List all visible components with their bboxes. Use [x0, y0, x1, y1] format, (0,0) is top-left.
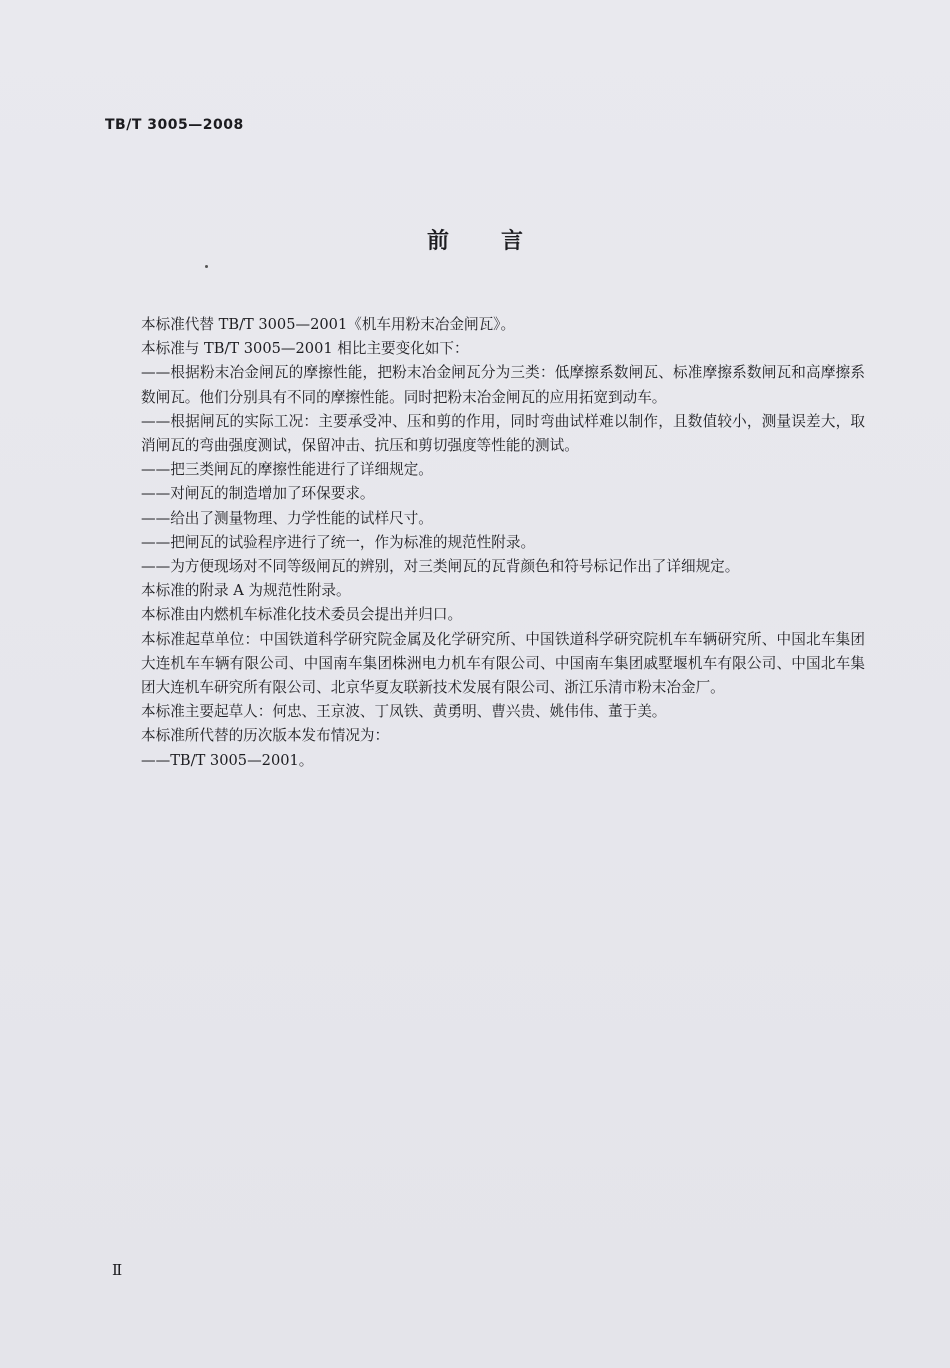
paragraph-drafters: 本标准主要起草人：何忠、王京波、丁凤铁、黄勇明、曹兴贵、姚伟伟、董于美。 — [141, 703, 667, 721]
change-item-6: ——把闸瓦的试验程序进行了统一，作为标准的规范性附录。 — [141, 533, 536, 551]
change-item-2: ——根据闸瓦的实际工况：主要承受冲、压和剪的作用，同时弯曲试样难以制作，且数值较小，测量误差大，取消闸瓦的弯曲强度测试，保留冲击、抗压和剪切强度等性能的测试。 — [141, 412, 865, 455]
foreword-body — [105, 313, 865, 773]
speck — [205, 265, 208, 268]
page-number: Ⅱ — [112, 1261, 123, 1279]
paragraph-drafting-units: 本标准起草单位：中国铁道科学研究院金属及化学研究所、中国铁道科学研究院机车车辆研究所、中国北车集团大连机车车辆有限公司、中国南车集团株洲电力机车有限公司、中国南车集团戚墅堰机车有限公司、中国北车集团大连机车研究所有限公司、北京华夏友联新技术发展有限公司、浙江乐清市粉末冶金厂。 — [141, 630, 865, 697]
standard-number: TB/T 3005—2008 — [105, 117, 244, 133]
change-item-7: ——为方便现场对不同等级闸瓦的辨别，对三类闸瓦的瓦背颜色和符号标记作出了详细规定。 — [141, 558, 740, 576]
history-item: ——TB/T 3005—2001。 — [141, 751, 314, 769]
paragraph-proposer: 本标准由内燃机车标准化技术委员会提出并归口。 — [141, 606, 463, 624]
title-char-1: 前 — [426, 229, 449, 254]
paragraph-changes-intro: 本标准与 TB/T 3005—2001 相比主要变化如下： — [141, 340, 469, 358]
title-char-2: 言 — [501, 229, 524, 254]
paragraph-history-intro: 本标准所代替的历次版本发布情况为： — [141, 727, 390, 745]
paragraph-replaces: 本标准代替 TB/T 3005—2001《机车用粉末冶金闸瓦》。 — [141, 316, 516, 333]
paragraph-appendix: 本标准的附录 A 为规范性附录。 — [141, 582, 351, 600]
change-item-5: ——给出了测量物理、力学性能的试样尺寸。 — [141, 509, 433, 527]
change-item-3: ——把三类闸瓦的摩擦性能进行了详细规定。 — [141, 461, 433, 479]
change-item-4: ——对闸瓦的制造增加了环保要求。 — [141, 485, 375, 503]
page-title — [0, 224, 950, 255]
change-item-1: ——根据粉末冶金闸瓦的摩擦性能，把粉末冶金闸瓦分为三类：低摩擦系数闸瓦、标准摩擦系数闸瓦和高摩擦系数闸瓦。他们分别具有不同的摩擦性能。同时把粉末冶金闸瓦的应用拓宽到动车。 — [141, 364, 865, 406]
